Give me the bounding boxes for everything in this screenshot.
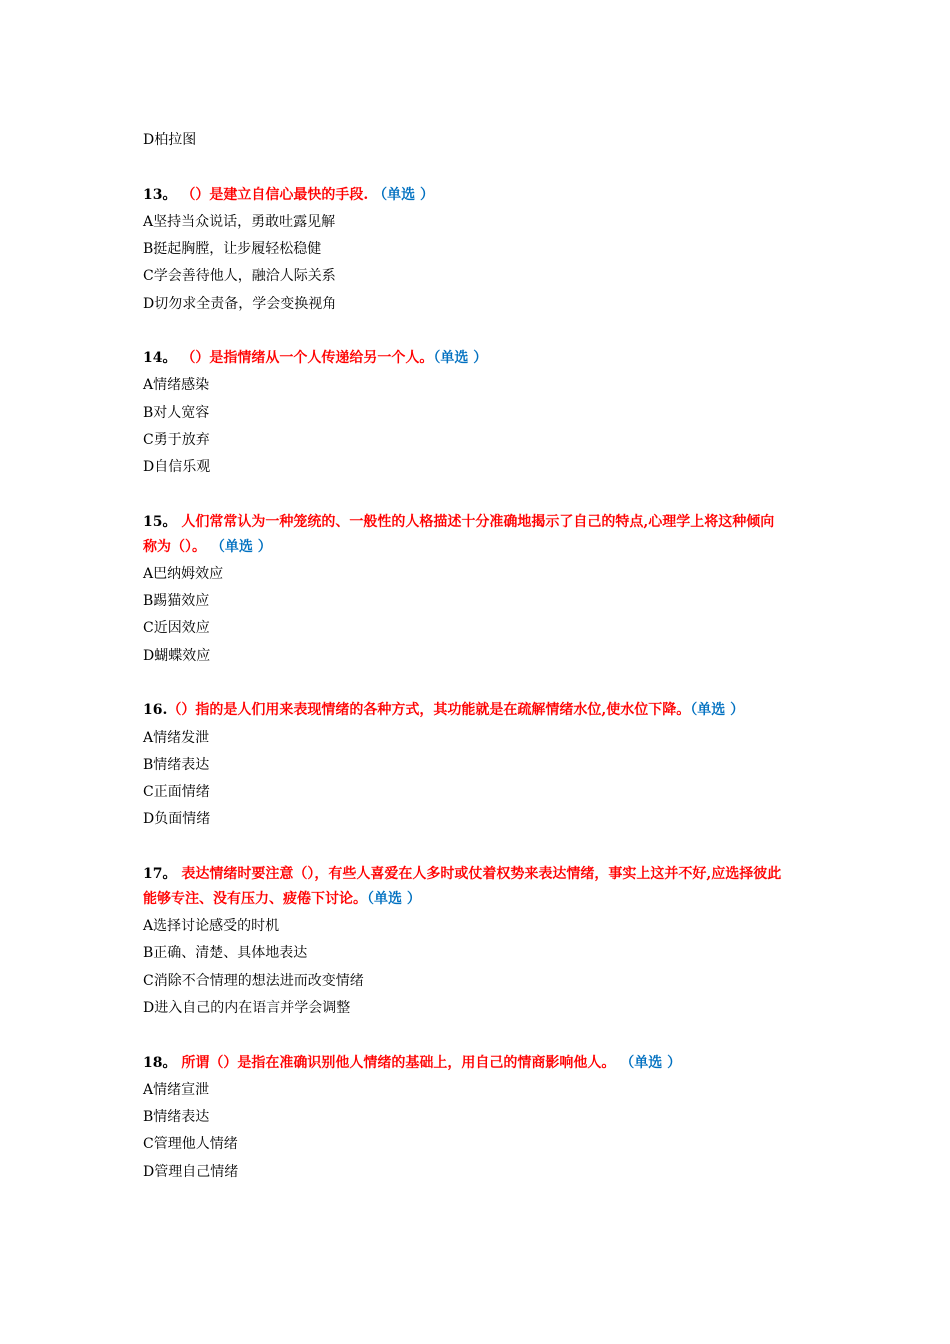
question-14 [143, 349, 487, 367]
question-17-continued [143, 890, 421, 908]
option-c: C勇于放弃 [143, 432, 210, 448]
option-d: D管理自己情绪 [143, 1164, 239, 1180]
question-type: （单选 ） [690, 702, 745, 718]
question-text: 称为（）。 [143, 539, 211, 555]
option-c: C学会善待他人，融洽人际关系 [143, 268, 336, 284]
option-c: C管理他人情绪 [143, 1136, 238, 1152]
option-b: B正确、清楚、具体地表达 [143, 945, 308, 961]
question-text: （）是建立自信心最快的手段. [176, 187, 374, 203]
question-text: （）是指情绪从一个人传递给另一个人。 [176, 350, 434, 366]
option-b: B踢猫效应 [143, 593, 210, 609]
option-d: D负面情绪 [143, 811, 211, 827]
option-a: A坚持当众说话，勇敢吐露见解 [143, 214, 336, 230]
question-type: （单选 ） [373, 187, 434, 203]
question-number: 17。 [143, 866, 177, 882]
option-d: D自信乐观 [143, 459, 211, 475]
question-text: 人们常常认为一种笼统的、一般性的人格描述十分准确地揭示了自己的特点,心理学上将这种倾向 [176, 514, 775, 530]
question-13 [143, 186, 434, 204]
option-c: C消除不合情理的想法进而改变情绪 [143, 973, 364, 989]
option-b: B挺起胸膛，让步履轻松稳健 [143, 241, 322, 257]
question-number: 16. [143, 702, 168, 718]
option-a: A情绪宣泄 [143, 1082, 210, 1098]
question-type: （单选 ） [433, 350, 488, 366]
option-a: A情绪感染 [143, 377, 210, 393]
option-d: D柏拉图 [143, 132, 197, 148]
question-17 [143, 865, 781, 883]
question-type: （单选 ） [210, 539, 272, 555]
option-c: C正面情绪 [143, 784, 210, 800]
option-d: D进入自己的内在语言并学会调整 [143, 1000, 351, 1016]
question-text: （）指的是人们用来表现情绪的各种方式，其功能就是在疏解情绪水位,使水位下降。 [167, 702, 691, 718]
question-number: 15。 [143, 514, 177, 530]
question-text: 表达情绪时要注意（），有些人喜爱在人多时或仗着权势来表达情绪，事实上这并不好,应选择彼此 [176, 866, 782, 882]
option-b: B情绪表达 [143, 757, 210, 773]
option-d: D蝴蝶效应 [143, 648, 211, 664]
question-number: 13。 [143, 187, 177, 203]
question-type: （单选 ） [367, 891, 421, 907]
option-d: D切勿求全责备，学会变换视角 [143, 296, 337, 312]
option-a: A巴纳姆效应 [143, 566, 224, 582]
question-text: 能够专注、没有压力、疲倦下讨论。 [143, 891, 367, 907]
question-16 [143, 701, 744, 719]
question-number: 18。 [143, 1055, 177, 1071]
option-b: B情绪表达 [143, 1109, 210, 1125]
question-15 [143, 513, 774, 531]
question-number: 14。 [143, 350, 177, 366]
option-a: A选择讨论感受的时机 [143, 918, 280, 934]
question-type: （单选 ） [620, 1055, 682, 1071]
option-a: A情绪发泄 [143, 730, 210, 746]
option-c: C近因效应 [143, 620, 210, 636]
option-b: B对人宽容 [143, 405, 210, 421]
question-15-continued [143, 538, 272, 556]
question-18 [143, 1054, 681, 1072]
question-text: 所谓（）是指在准确识别他人情绪的基础上，用自己的情商影响他人。 [176, 1055, 621, 1071]
